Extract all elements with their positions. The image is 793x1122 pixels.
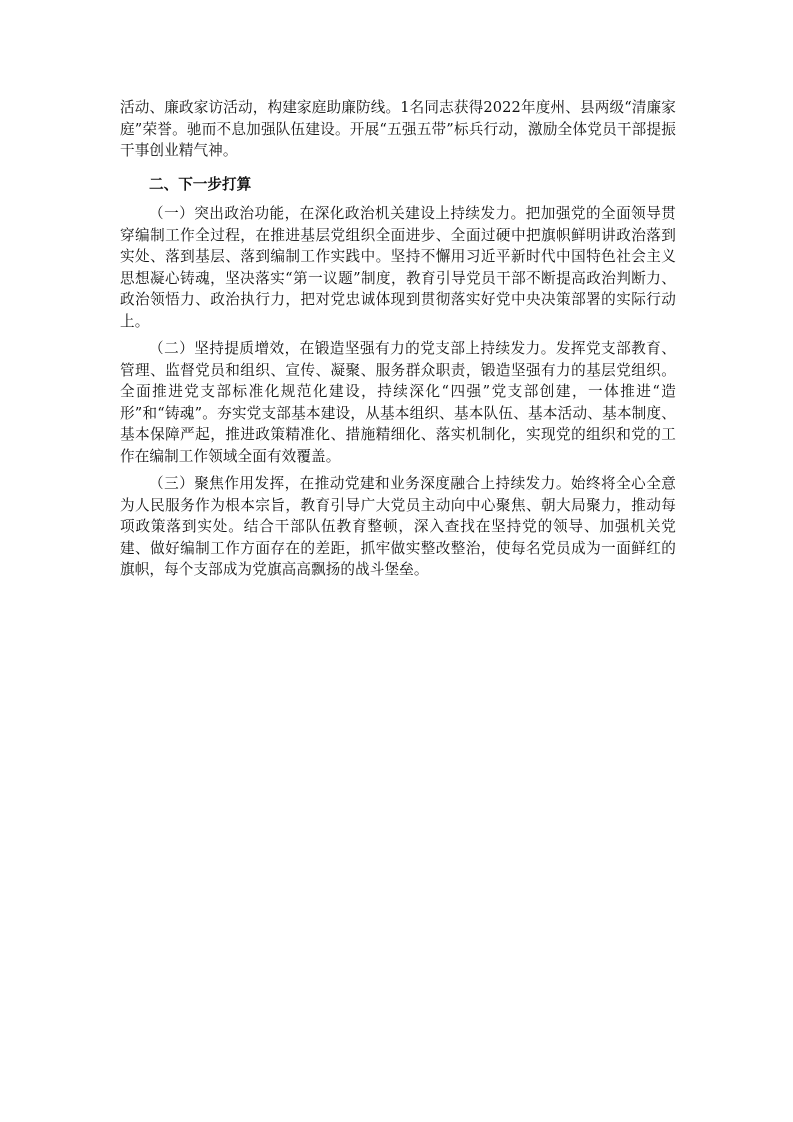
paragraph-political-function: （一）突出政治功能，在深化政治机关建设上持续发力。把加强党的全面领导贯穿编制工作全过程，在推进基层党组织全面进步、全面过硬中把旗帜鲜明讲政治落到实处、落到基层、落到编制工作实践中。坚持不懈用习近平新时代中国特色社会主义思想凝心铸魂，坚决落实“第一议题”制度，教育引导党员干部不断提高政治判断力、政治领悟力、政治执行力，把对党忠诚体现到贯彻落实好党中央决策部署的实际行动上。 <box>120 205 676 330</box>
intro-paragraph: 活动、廉政家访活动，构建家庭助廉防线。1名同志获得2022年度州、县两级“清廉家庭”荣誉。驰而不息加强队伍建设。开展“五强五带”标兵行动，激励全体党员干部提振干事创业精气神。 <box>120 99 676 159</box>
document-page <box>120 97 676 581</box>
paragraph-party-branch: （二）坚持提质增效，在锻造坚强有力的党支部上持续发力。发挥党支部教育、管理、监督党员和组织、宣传、凝聚、服务群众职责，锻造坚强有力的基层党组织。全面推进党支部标准化规范化建设，持续深化“四强”党支部创建，一体推进“造形”和“铸魂”。夯实党支部基本建设，从基本组织、基本队伍、基本活动、基本制度、基本保障严起，推进政策精准化、措施精细化、落实机制化，实现党的组织和党的工作在编制工作领域全面有效覆盖。 <box>120 340 676 465</box>
paragraph-integration: （三）聚焦作用发挥，在推动党建和业务深度融合上持续发力。始终将全心全意为人民服务作为根本宗旨，教育引导广大党员主动向中心聚焦、朝大局聚力，推动每项政策落到实处。结合干部队伍教育整顿，深入查找在坚持党的领导、加强机关党建、做好编制工作方面存在的差距，抓牢做实整改整治，使每名党员成为一面鲜红的旗帜，每个支部成为党旗高高飘扬的战斗堡垒。 <box>120 475 676 578</box>
section-heading: 二、下一步打算 <box>149 175 252 193</box>
